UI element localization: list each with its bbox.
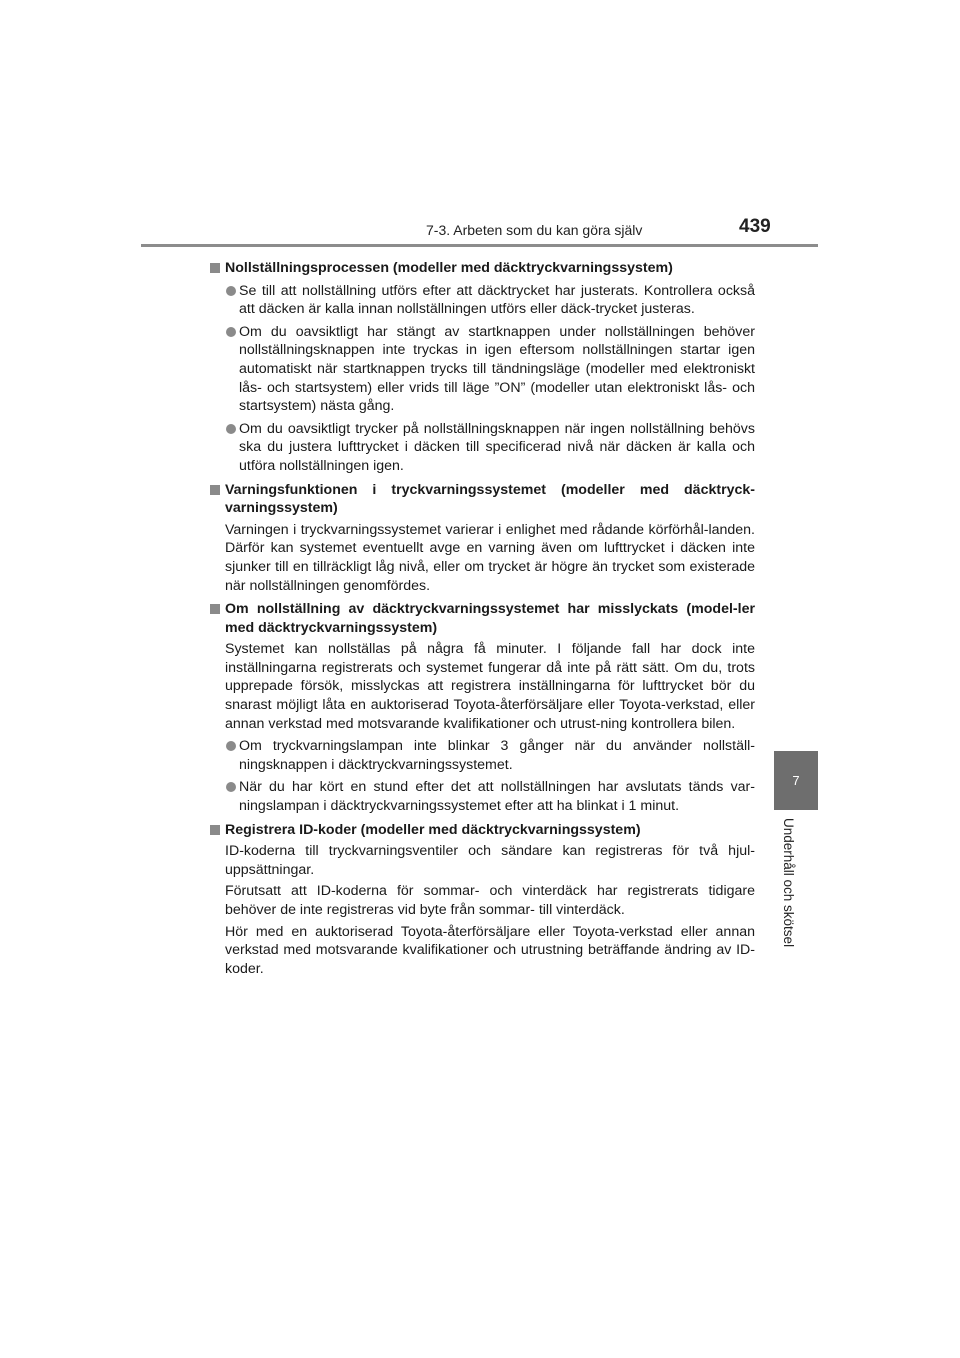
square-bullet-icon	[210, 485, 220, 495]
square-bullet-icon	[210, 604, 220, 614]
list-item	[209, 778, 755, 815]
square-bullet-icon	[210, 263, 220, 273]
heading-text: Om nollställning av däcktryckvarningssystemet har misslyckats (model-ler med däcktryckvarningssystem)	[225, 601, 755, 636]
heading-text: Varningsfunktionen i tryckvarningssystemet (modeller med däcktryck-varningssystem)	[225, 481, 755, 517]
list-item-text: Om du oavsiktligt trycker på nollställningsknappen när ingen nollställning behövs ska du justera lufttrycket i däcken till specificerad nivå när däcken är kalla och utföra nollställningen igen.	[239, 420, 755, 474]
list-item-text: Om du oavsiktligt har stängt av startknappen under nollställningen behöver nollställningsknappen inte tryckas in igen eftersom nollställningen startar igen automatiskt när startknappen trycks till tändningsläge (modeller med elektroniskt lås- och startsystem) eller vrids till läge ”ON” (modeller utan elektroniskt lås- och startsystem) nästa gång.	[239, 323, 755, 415]
circle-bullet-icon	[226, 424, 236, 434]
circle-bullet-icon	[226, 741, 236, 751]
paragraph: Systemet kan nollställas på några få minuter. I följande fall har dock inte inställningarna registrerats och systemet fungerar då inte på rätt sätt. Om du, trots upprepade försök, misslyckas att registrera inställningarna för lufttrycket bör du snarast möjligt låta en auktoriserad Toyota-återförsäljare eller Toyota-verkstad, eller annan verkstad med motsvarande kvalifikationer och utrust-ning kontrollera bilen.	[225, 641, 755, 732]
paragraph: Varningen i tryckvarningssystemet varierar i enlighet med rådande körförhål-landen. Därför kan systemet eventuellt avge en varning även om lufttrycket i däcken inte sjunker till en tillräckligt låg nivå, eller om trycket är högre än trycket som existerade när nollställningen genomfördes.	[225, 521, 755, 594]
header-divider	[141, 244, 818, 247]
circle-bullet-icon	[226, 286, 236, 296]
heading-text: Nollställningsprocessen (modeller med däcktryckvarningssystem)	[225, 260, 673, 276]
list-item	[209, 420, 755, 476]
paragraph: Förutsatt att ID-koderna för sommar- och vinterdäck har registrerats tidigare behöver de inte registreras vid byte från sommar- till vinterdäck.	[225, 883, 755, 918]
list-item-text: Se till att nollställning utförs efter att däcktrycket har justerats. Kontrollera också att däcken är kalla innan nollställningen utförs eller däck-trycket justeras.	[239, 282, 755, 318]
circle-bullet-icon	[226, 782, 236, 792]
chapter-title-vertical: Underhåll och skötsel	[781, 818, 796, 948]
paragraph: Hör med en auktoriserad Toyota-återförsäljare eller Toyota-verkstad eller annan verkstad med motsvarande kvalifikationer och utrustning beträffande ändring av ID-koder.	[225, 923, 755, 977]
list-item	[209, 323, 755, 416]
heading-text: Registrera ID-koder (modeller med däcktryckvarningssystem)	[225, 821, 641, 838]
section-heading	[209, 481, 755, 518]
page-content	[209, 254, 755, 978]
circle-bullet-icon	[226, 327, 236, 337]
section-heading	[209, 600, 755, 637]
paragraph: ID-koderna till tryckvarningsventiler och sändare kan registreras för två hjul-uppsättningar.	[225, 843, 755, 878]
list-item-text: När du har kört en stund efter det att nollställningen har avslutats tänds var-ningslampan i däcktryckvarningssystemet efter att ha blinkat i 1 minut.	[239, 779, 755, 815]
chapter-tab: 7	[774, 751, 818, 810]
list-item	[209, 282, 755, 319]
page-number: 439	[739, 216, 771, 237]
square-bullet-icon	[210, 825, 220, 835]
section-heading	[209, 259, 755, 278]
section-heading	[209, 821, 755, 840]
list-item	[209, 737, 755, 774]
list-item-text: Om tryckvarningslampan inte blinkar 3 gånger när du använder nollställ-ningsknappen i däcktryckvarningssystemet.	[239, 738, 755, 773]
header-section-title: 7-3. Arbeten som du kan göra själv	[426, 222, 643, 238]
